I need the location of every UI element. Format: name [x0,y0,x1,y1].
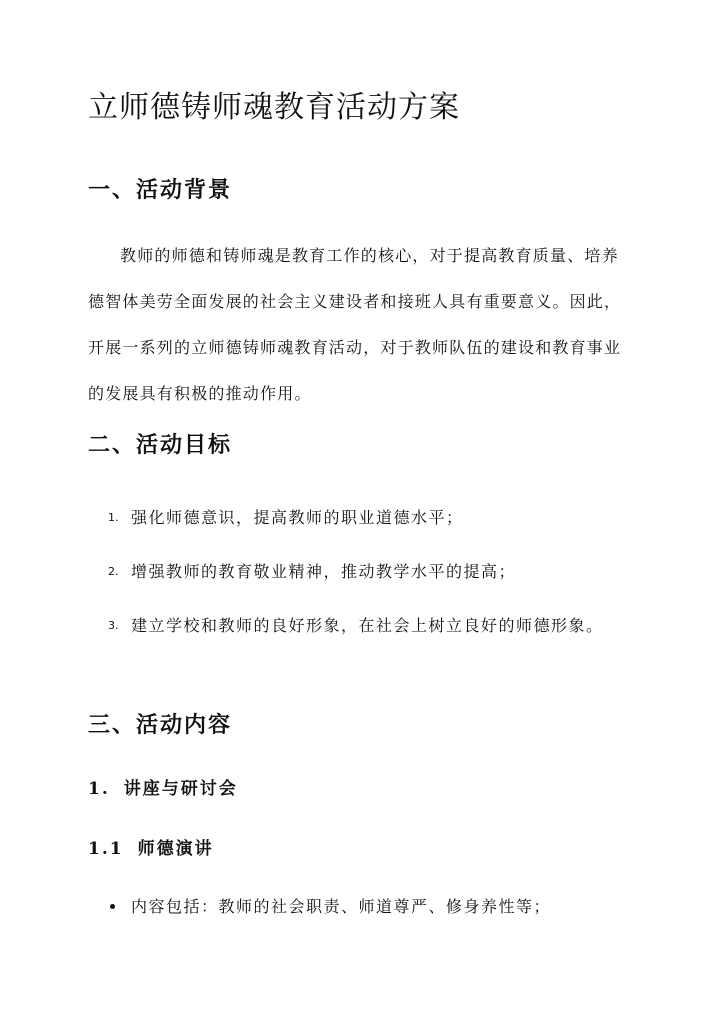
list-item [88,891,648,923]
list-item-number: 1. [108,511,119,524]
list-item-number: 3. [108,619,119,632]
section-heading-content: 三、活动内容 [88,712,233,738]
list-item [88,603,648,649]
list-item-text: 建立学校和教师的良好形象，在社会上树立良好的师德形象。 [131,616,604,635]
background-paragraph-text: 教师的师德和铸师魂是教育工作的核心，对于提高教育质量、培养德智体美劳全面发展的社会主义建设者和接班人具有重要意义。因此，开展一系列的立师德铸师魂教育活动，对于教师队伍的建设和教育事业的发展具有积极的推动作用。 [88,246,622,403]
list-item [88,495,648,541]
list-item [88,549,648,595]
background-paragraph [88,233,633,417]
subsection-title: 讲座与研讨会 [123,779,238,799]
subsubsection-heading [88,837,214,861]
list-item-text: 内容包括：教师的社会职责、师道尊严、修身养性等； [131,897,552,916]
list-item-number: 2. [108,565,119,578]
subsubsection-title: 师德演讲 [137,839,214,859]
document-title: 立师德铸师魂教育活动方案 [88,90,460,125]
bullet-icon [110,904,115,909]
content-bullet-list [88,891,648,923]
list-item-text: 增强教师的教育敬业精神，推动教学水平的提高； [131,562,517,581]
section-heading-background: 一、活动背景 [88,177,233,203]
subsection-heading [88,777,238,801]
subsubsection-number: 1.1 [88,839,124,859]
list-item-text: 强化师德意识，提高教师的职业道德水平； [131,508,464,527]
goals-list [88,495,648,657]
section-heading-goals: 二、活动目标 [88,432,233,458]
subsection-number: 1. [88,779,110,799]
